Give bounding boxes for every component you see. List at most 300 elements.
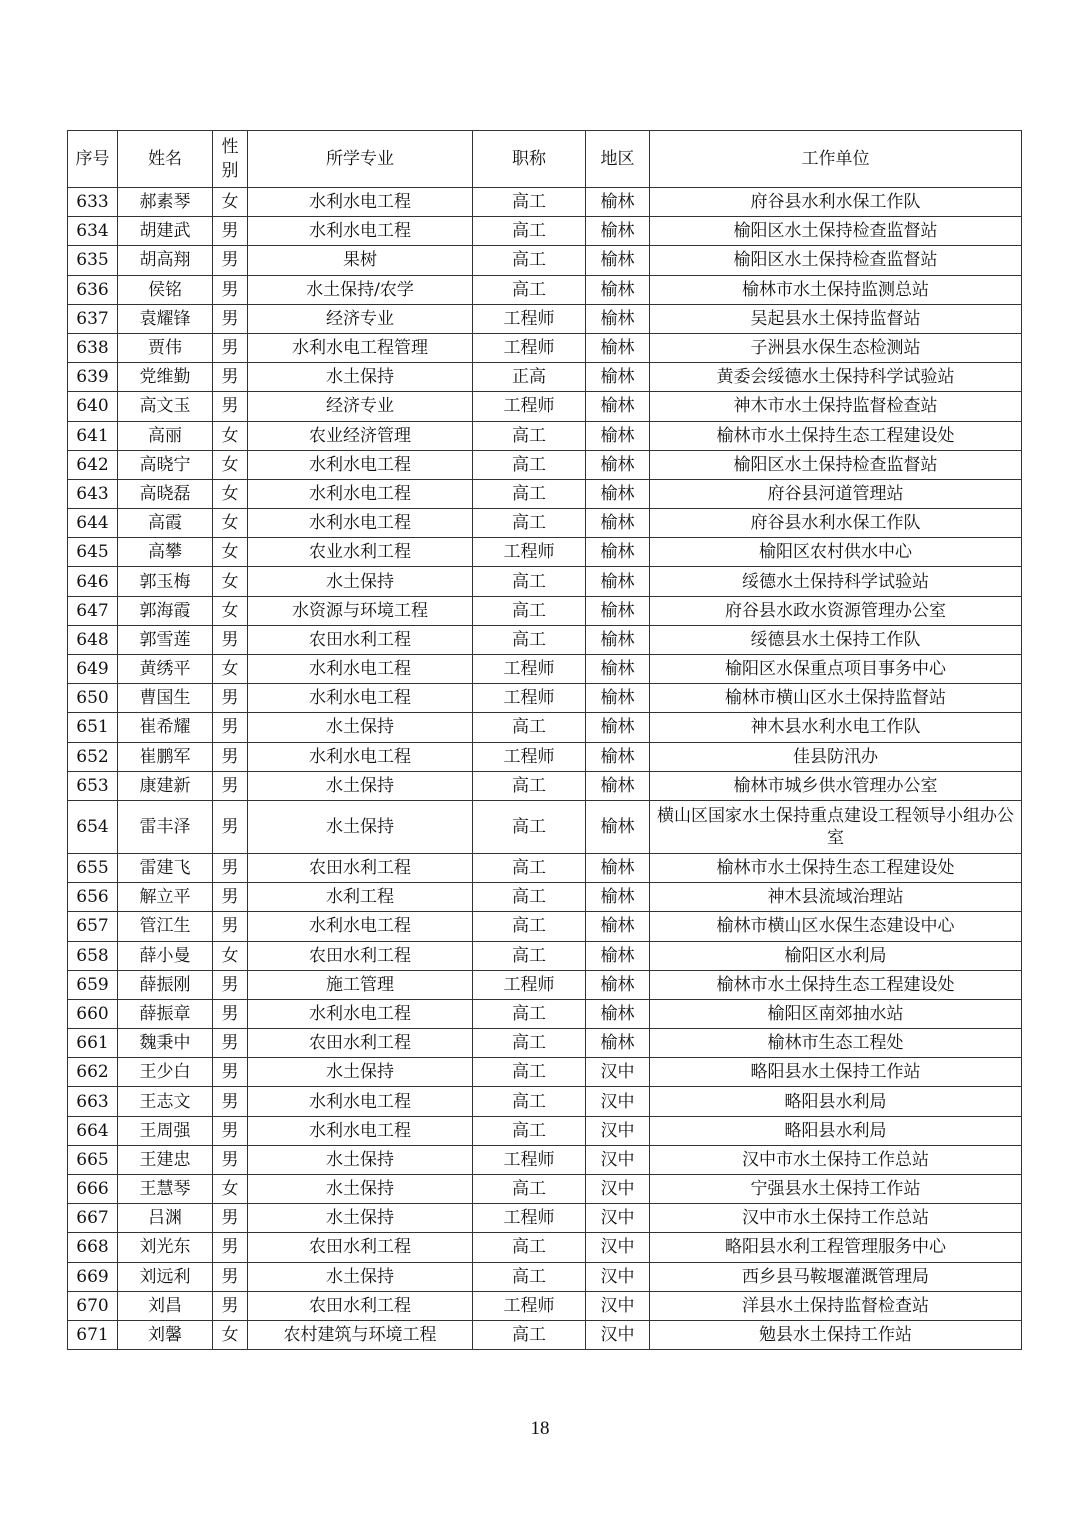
cell-seq: 657 — [68, 912, 118, 941]
cell-region: 汉中 — [586, 1087, 650, 1116]
cell-unit: 府谷县水利水保工作队 — [650, 509, 1022, 538]
cell-seq: 641 — [68, 421, 118, 450]
table-row — [68, 883, 1022, 912]
cell-title: 高工 — [473, 999, 586, 1028]
cell-name: 康建新 — [118, 771, 213, 800]
cell-gender: 男 — [213, 217, 248, 246]
cell-title: 工程师 — [473, 392, 586, 421]
cell-gender: 女 — [213, 421, 248, 450]
cell-title: 工程师 — [473, 684, 586, 713]
cell-gender: 男 — [213, 1204, 248, 1233]
cell-gender: 男 — [213, 771, 248, 800]
cell-unit: 榆阳区水土保持检查监督站 — [650, 246, 1022, 275]
cell-unit: 榆林市水土保持监测总站 — [650, 275, 1022, 304]
cell-unit: 榆林市水土保持生态工程建设处 — [650, 421, 1022, 450]
table-row — [68, 509, 1022, 538]
cell-seq: 659 — [68, 970, 118, 999]
cell-major: 水利水电工程 — [248, 742, 473, 771]
cell-unit: 府谷县河道管理站 — [650, 479, 1022, 508]
cell-region: 汉中 — [586, 1175, 650, 1204]
cell-seq: 637 — [68, 304, 118, 333]
cell-region: 榆林 — [586, 421, 650, 450]
cell-title: 高工 — [473, 853, 586, 882]
cell-seq: 650 — [68, 684, 118, 713]
cell-major: 水利水电工程管理 — [248, 333, 473, 362]
header-unit: 工作单位 — [650, 131, 1022, 188]
cell-seq: 661 — [68, 1029, 118, 1058]
header-name: 姓名 — [118, 131, 213, 188]
cell-unit: 绥德水土保持科学试验站 — [650, 567, 1022, 596]
cell-title: 高工 — [473, 1175, 586, 1204]
cell-unit: 榆阳区水土保持检查监督站 — [650, 217, 1022, 246]
cell-seq: 636 — [68, 275, 118, 304]
cell-region: 榆林 — [586, 538, 650, 567]
cell-title: 工程师 — [473, 970, 586, 999]
cell-title: 工程师 — [473, 655, 586, 684]
cell-region: 榆林 — [586, 363, 650, 392]
cell-name: 高丽 — [118, 421, 213, 450]
cell-gender: 男 — [213, 883, 248, 912]
header-region: 地区 — [586, 131, 650, 188]
table-row — [68, 742, 1022, 771]
cell-region: 榆林 — [586, 392, 650, 421]
cell-gender: 男 — [213, 912, 248, 941]
cell-gender: 女 — [213, 188, 248, 217]
cell-gender: 男 — [213, 1291, 248, 1320]
cell-name: 胡高翔 — [118, 246, 213, 275]
cell-seq: 655 — [68, 853, 118, 882]
cell-title: 高工 — [473, 912, 586, 941]
cell-title: 高工 — [473, 1262, 586, 1291]
cell-name: 王少白 — [118, 1058, 213, 1087]
cell-unit: 榆林市横山区水保生态建设中心 — [650, 912, 1022, 941]
cell-title: 高工 — [473, 713, 586, 742]
table-row — [68, 655, 1022, 684]
cell-region: 榆林 — [586, 684, 650, 713]
cell-unit: 榆阳区农村供水中心 — [650, 538, 1022, 567]
cell-seq: 664 — [68, 1116, 118, 1145]
cell-major: 水土保持 — [248, 1175, 473, 1204]
cell-seq: 670 — [68, 1291, 118, 1320]
cell-name: 郭海霞 — [118, 596, 213, 625]
cell-name: 郭玉梅 — [118, 567, 213, 596]
header-major: 所学专业 — [248, 131, 473, 188]
cell-name: 刘光东 — [118, 1233, 213, 1262]
cell-seq: 633 — [68, 188, 118, 217]
cell-region: 汉中 — [586, 1145, 650, 1174]
cell-name: 郭雪莲 — [118, 625, 213, 654]
table-row — [68, 853, 1022, 882]
cell-unit: 神木县水利水电工作队 — [650, 713, 1022, 742]
cell-gender: 男 — [213, 742, 248, 771]
cell-region: 汉中 — [586, 1116, 650, 1145]
cell-name: 刘馨 — [118, 1320, 213, 1349]
table-row — [68, 970, 1022, 999]
cell-region: 榆林 — [586, 275, 650, 304]
cell-major: 水利水电工程 — [248, 912, 473, 941]
table-row — [68, 479, 1022, 508]
cell-seq: 638 — [68, 333, 118, 362]
cell-title: 工程师 — [473, 1145, 586, 1174]
table-row — [68, 275, 1022, 304]
cell-gender: 女 — [213, 941, 248, 970]
cell-major: 水利工程 — [248, 883, 473, 912]
cell-name: 王周强 — [118, 1116, 213, 1145]
cell-major: 水利水电工程 — [248, 217, 473, 246]
cell-title: 高工 — [473, 1116, 586, 1145]
cell-gender: 男 — [213, 275, 248, 304]
cell-title: 高工 — [473, 771, 586, 800]
cell-gender: 男 — [213, 304, 248, 333]
cell-major: 水土保持 — [248, 771, 473, 800]
cell-title: 高工 — [473, 188, 586, 217]
cell-unit: 神木市水土保持监督检查站 — [650, 392, 1022, 421]
cell-gender: 女 — [213, 567, 248, 596]
cell-region: 榆林 — [586, 596, 650, 625]
cell-name: 刘远利 — [118, 1262, 213, 1291]
cell-unit: 绥德县水土保持工作队 — [650, 625, 1022, 654]
cell-major: 农村建筑与环境工程 — [248, 1320, 473, 1349]
table-row — [68, 188, 1022, 217]
cell-region: 榆林 — [586, 742, 650, 771]
cell-gender: 男 — [213, 1087, 248, 1116]
cell-region: 榆林 — [586, 625, 650, 654]
cell-title: 正高 — [473, 363, 586, 392]
cell-major: 水资源与环境工程 — [248, 596, 473, 625]
cell-region: 榆林 — [586, 883, 650, 912]
cell-region: 榆林 — [586, 188, 650, 217]
cell-gender: 男 — [213, 333, 248, 362]
cell-gender: 女 — [213, 538, 248, 567]
table-row — [68, 1058, 1022, 1087]
cell-title: 工程师 — [473, 1291, 586, 1320]
table-row — [68, 1175, 1022, 1204]
cell-gender: 男 — [213, 853, 248, 882]
cell-region: 榆林 — [586, 567, 650, 596]
table-row — [68, 1116, 1022, 1145]
cell-region: 榆林 — [586, 912, 650, 941]
cell-unit: 榆林市生态工程处 — [650, 1029, 1022, 1058]
table-row — [68, 217, 1022, 246]
cell-seq: 648 — [68, 625, 118, 654]
cell-region: 榆林 — [586, 800, 650, 853]
cell-unit: 洋县水土保持监督检查站 — [650, 1291, 1022, 1320]
cell-region: 榆林 — [586, 333, 650, 362]
table-row — [68, 912, 1022, 941]
table-row — [68, 1145, 1022, 1174]
header-gender-bottom: 别 — [221, 161, 239, 181]
cell-seq: 658 — [68, 941, 118, 970]
cell-seq: 654 — [68, 800, 118, 853]
cell-seq: 662 — [68, 1058, 118, 1087]
cell-gender: 男 — [213, 246, 248, 275]
cell-seq: 656 — [68, 883, 118, 912]
cell-title: 高工 — [473, 1029, 586, 1058]
cell-major: 农田水利工程 — [248, 1029, 473, 1058]
table-row — [68, 304, 1022, 333]
cell-title: 高工 — [473, 421, 586, 450]
cell-name: 胡建武 — [118, 217, 213, 246]
cell-name: 党维勤 — [118, 363, 213, 392]
cell-seq: 642 — [68, 450, 118, 479]
cell-title: 高工 — [473, 883, 586, 912]
cell-seq: 640 — [68, 392, 118, 421]
cell-unit: 府谷县水政水资源管理办公室 — [650, 596, 1022, 625]
cell-name: 高攀 — [118, 538, 213, 567]
table-body — [68, 188, 1022, 1350]
cell-name: 高霞 — [118, 509, 213, 538]
cell-seq: 663 — [68, 1087, 118, 1116]
cell-gender: 女 — [213, 596, 248, 625]
cell-unit: 榆阳区南郊抽水站 — [650, 999, 1022, 1028]
cell-gender: 男 — [213, 970, 248, 999]
cell-unit: 略阳县水土保持工作站 — [650, 1058, 1022, 1087]
cell-major: 经济专业 — [248, 392, 473, 421]
cell-region: 榆林 — [586, 999, 650, 1028]
cell-gender: 女 — [213, 655, 248, 684]
cell-unit: 榆阳区水利局 — [650, 941, 1022, 970]
cell-name: 袁耀锋 — [118, 304, 213, 333]
header-gender-top: 性 — [221, 137, 239, 157]
cell-unit: 横山区国家水土保持重点建设工程领导小组办公室 — [650, 800, 1022, 853]
cell-name: 刘昌 — [118, 1291, 213, 1320]
cell-region: 汉中 — [586, 1058, 650, 1087]
cell-seq: 669 — [68, 1262, 118, 1291]
cell-name: 黄绣平 — [118, 655, 213, 684]
cell-seq: 651 — [68, 713, 118, 742]
cell-major: 水土保持 — [248, 1058, 473, 1087]
cell-unit: 榆林市水土保持生态工程建设处 — [650, 970, 1022, 999]
cell-seq: 668 — [68, 1233, 118, 1262]
table-row — [68, 333, 1022, 362]
cell-name: 雷丰泽 — [118, 800, 213, 853]
cell-name: 薛小曼 — [118, 941, 213, 970]
cell-seq: 647 — [68, 596, 118, 625]
table-row — [68, 625, 1022, 654]
cell-region: 榆林 — [586, 655, 650, 684]
cell-region: 榆林 — [586, 941, 650, 970]
cell-unit: 佳县防汛办 — [650, 742, 1022, 771]
cell-seq: 649 — [68, 655, 118, 684]
page-number: 18 — [530, 1418, 550, 1439]
cell-title: 工程师 — [473, 742, 586, 771]
cell-gender: 女 — [213, 479, 248, 508]
table-row — [68, 421, 1022, 450]
cell-name: 高晓磊 — [118, 479, 213, 508]
table-row — [68, 941, 1022, 970]
cell-seq: 645 — [68, 538, 118, 567]
cell-gender: 女 — [213, 509, 248, 538]
cell-title: 高工 — [473, 246, 586, 275]
cell-major: 农田水利工程 — [248, 625, 473, 654]
cell-seq: 666 — [68, 1175, 118, 1204]
table-row — [68, 392, 1022, 421]
cell-title: 工程师 — [473, 1204, 586, 1233]
cell-name: 高晓宁 — [118, 450, 213, 479]
table-row — [68, 713, 1022, 742]
cell-title: 高工 — [473, 275, 586, 304]
cell-unit: 榆林市水土保持生态工程建设处 — [650, 853, 1022, 882]
cell-name: 王建忠 — [118, 1145, 213, 1174]
cell-unit: 榆林市城乡供水管理办公室 — [650, 771, 1022, 800]
cell-unit: 西乡县马鞍堰灌溉管理局 — [650, 1262, 1022, 1291]
cell-gender: 男 — [213, 1233, 248, 1262]
header-title: 职称 — [473, 131, 586, 188]
cell-title: 高工 — [473, 596, 586, 625]
table-row — [68, 567, 1022, 596]
cell-title: 高工 — [473, 479, 586, 508]
cell-title: 高工 — [473, 800, 586, 853]
cell-seq: 635 — [68, 246, 118, 275]
cell-unit: 子洲县水保生态检测站 — [650, 333, 1022, 362]
cell-seq: 643 — [68, 479, 118, 508]
cell-major: 水利水电工程 — [248, 450, 473, 479]
cell-major: 农田水利工程 — [248, 1291, 473, 1320]
table-row — [68, 450, 1022, 479]
cell-name: 贾伟 — [118, 333, 213, 362]
cell-major: 果树 — [248, 246, 473, 275]
cell-name: 王慧琴 — [118, 1175, 213, 1204]
table-row — [68, 1320, 1022, 1349]
cell-name: 吕渊 — [118, 1204, 213, 1233]
cell-major: 施工管理 — [248, 970, 473, 999]
cell-gender: 男 — [213, 1145, 248, 1174]
cell-unit: 略阳县水利局 — [650, 1087, 1022, 1116]
cell-major: 水利水电工程 — [248, 684, 473, 713]
cell-title: 高工 — [473, 941, 586, 970]
cell-major: 水利水电工程 — [248, 509, 473, 538]
cell-major: 水土保持 — [248, 567, 473, 596]
cell-major: 经济专业 — [248, 304, 473, 333]
cell-major: 水土保持 — [248, 1204, 473, 1233]
table-row — [68, 246, 1022, 275]
cell-name: 薛振刚 — [118, 970, 213, 999]
cell-title: 高工 — [473, 450, 586, 479]
cell-unit: 吴起县水土保持监督站 — [650, 304, 1022, 333]
cell-title: 高工 — [473, 1058, 586, 1087]
table-row — [68, 596, 1022, 625]
cell-name: 崔希耀 — [118, 713, 213, 742]
cell-major: 农田水利工程 — [248, 941, 473, 970]
cell-unit: 榆林市横山区水土保持监督站 — [650, 684, 1022, 713]
cell-major: 水利水电工程 — [248, 999, 473, 1028]
cell-major: 水土保持/农学 — [248, 275, 473, 304]
cell-gender: 男 — [213, 684, 248, 713]
cell-major: 水土保持 — [248, 713, 473, 742]
cell-region: 汉中 — [586, 1262, 650, 1291]
cell-region: 榆林 — [586, 1029, 650, 1058]
cell-gender: 男 — [213, 1116, 248, 1145]
cell-gender: 女 — [213, 1175, 248, 1204]
cell-major: 水利水电工程 — [248, 188, 473, 217]
cell-title: 高工 — [473, 625, 586, 654]
cell-seq: 665 — [68, 1145, 118, 1174]
cell-seq: 667 — [68, 1204, 118, 1233]
cell-major: 水土保持 — [248, 800, 473, 853]
cell-major: 水土保持 — [248, 363, 473, 392]
cell-gender: 男 — [213, 392, 248, 421]
cell-major: 水土保持 — [248, 1145, 473, 1174]
cell-region: 榆林 — [586, 246, 650, 275]
cell-seq: 671 — [68, 1320, 118, 1349]
table-row — [68, 538, 1022, 567]
cell-gender: 男 — [213, 1262, 248, 1291]
cell-title: 工程师 — [473, 333, 586, 362]
cell-major: 水利水电工程 — [248, 655, 473, 684]
cell-unit: 神木县流域治理站 — [650, 883, 1022, 912]
cell-major: 农田水利工程 — [248, 853, 473, 882]
cell-name: 曹国生 — [118, 684, 213, 713]
cell-name: 侯铭 — [118, 275, 213, 304]
cell-name: 魏秉中 — [118, 1029, 213, 1058]
cell-seq: 644 — [68, 509, 118, 538]
cell-title: 高工 — [473, 1087, 586, 1116]
header-seq: 序号 — [68, 131, 118, 188]
cell-region: 榆林 — [586, 713, 650, 742]
cell-region: 榆林 — [586, 509, 650, 538]
cell-region: 汉中 — [586, 1204, 650, 1233]
cell-gender: 男 — [213, 999, 248, 1028]
cell-region: 榆林 — [586, 970, 650, 999]
cell-gender: 女 — [213, 1320, 248, 1349]
cell-region: 榆林 — [586, 479, 650, 508]
cell-major: 农业水利工程 — [248, 538, 473, 567]
cell-unit: 黄委会绥德水土保持科学试验站 — [650, 363, 1022, 392]
personnel-table — [67, 130, 1022, 1350]
cell-region: 榆林 — [586, 217, 650, 246]
table-row — [68, 999, 1022, 1028]
table-row — [68, 684, 1022, 713]
cell-region: 榆林 — [586, 771, 650, 800]
cell-name: 崔鹏军 — [118, 742, 213, 771]
cell-name: 薛振章 — [118, 999, 213, 1028]
cell-title: 高工 — [473, 1233, 586, 1262]
cell-unit: 榆阳区水土保持检查监督站 — [650, 450, 1022, 479]
cell-name: 王志文 — [118, 1087, 213, 1116]
cell-name: 管江生 — [118, 912, 213, 941]
header-gender — [213, 131, 248, 188]
cell-major: 农田水利工程 — [248, 1233, 473, 1262]
table-row — [68, 771, 1022, 800]
cell-region: 榆林 — [586, 304, 650, 333]
cell-name: 高文玉 — [118, 392, 213, 421]
cell-seq: 660 — [68, 999, 118, 1028]
cell-title: 工程师 — [473, 538, 586, 567]
cell-gender: 男 — [213, 1058, 248, 1087]
table-header-row — [68, 131, 1022, 188]
cell-title: 高工 — [473, 1320, 586, 1349]
cell-seq: 646 — [68, 567, 118, 596]
cell-region: 榆林 — [586, 853, 650, 882]
cell-major: 农业经济管理 — [248, 421, 473, 450]
cell-title: 高工 — [473, 217, 586, 246]
cell-gender: 男 — [213, 1029, 248, 1058]
cell-major: 水土保持 — [248, 1262, 473, 1291]
cell-unit: 汉中市水土保持工作总站 — [650, 1204, 1022, 1233]
cell-unit: 榆阳区水保重点项目事务中心 — [650, 655, 1022, 684]
cell-region: 榆林 — [586, 450, 650, 479]
cell-gender: 男 — [213, 800, 248, 853]
table-row — [68, 1029, 1022, 1058]
cell-major: 水利水电工程 — [248, 479, 473, 508]
table-row — [68, 363, 1022, 392]
cell-unit: 勉县水土保持工作站 — [650, 1320, 1022, 1349]
cell-gender: 女 — [213, 450, 248, 479]
table-row — [68, 1087, 1022, 1116]
cell-seq: 639 — [68, 363, 118, 392]
cell-name: 解立平 — [118, 883, 213, 912]
cell-gender: 男 — [213, 625, 248, 654]
